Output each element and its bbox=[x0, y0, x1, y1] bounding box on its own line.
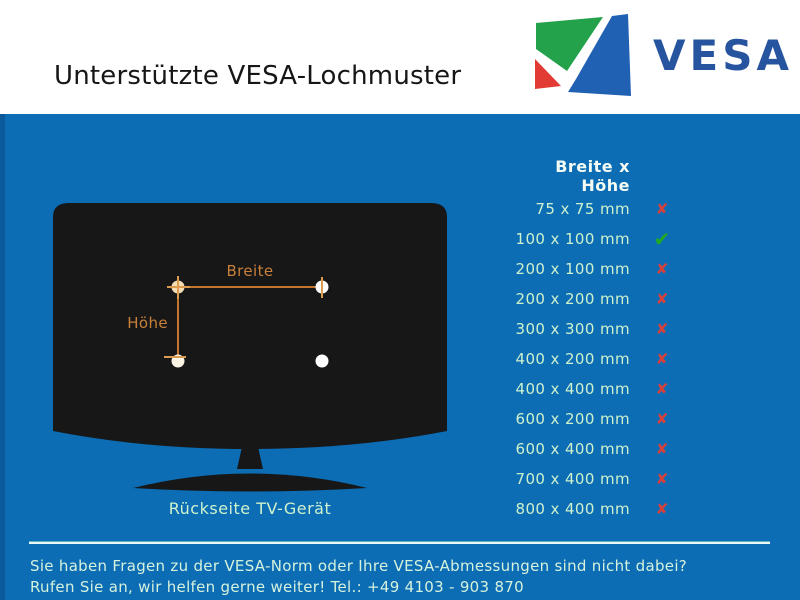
size-label: 400 x 400 mm bbox=[515, 380, 630, 398]
size-label: 700 x 400 mm bbox=[515, 470, 630, 488]
check-icon: ✔ bbox=[653, 227, 671, 251]
cross-icon: ✘ bbox=[655, 289, 669, 308]
tv-caption: Rückseite TV-Gerät bbox=[168, 499, 332, 518]
cross-icon: ✘ bbox=[655, 499, 669, 518]
list-row bbox=[505, 284, 694, 314]
list-row bbox=[505, 314, 694, 344]
list-title: Breite x Höhe bbox=[555, 157, 630, 195]
tv-diagram bbox=[30, 170, 470, 500]
footer-phone: Rufen Sie an, wir helfen gerne weiter! Tel.: +49 4103 - 903 870 bbox=[30, 578, 524, 596]
width-dimension-label: Breite bbox=[226, 262, 274, 280]
size-label: 600 x 400 mm bbox=[515, 440, 630, 458]
tv-stand-base bbox=[133, 474, 367, 492]
size-label: 100 x 100 mm bbox=[515, 230, 630, 248]
footer-question: Sie haben Fragen zu der VESA-Norm oder Ihre VESA-Abmessungen sind nicht dabei? bbox=[30, 557, 688, 575]
list-row bbox=[505, 494, 694, 524]
cross-icon: ✘ bbox=[655, 409, 669, 428]
list-row bbox=[505, 344, 694, 374]
left-edge-shade bbox=[0, 114, 5, 600]
vesa-logo-icon bbox=[533, 9, 633, 101]
list-row bbox=[505, 254, 694, 284]
header bbox=[0, 0, 800, 114]
tv-stand-neck bbox=[237, 447, 263, 469]
size-label: 400 x 200 mm bbox=[515, 350, 630, 368]
size-label: 200 x 100 mm bbox=[515, 260, 630, 278]
vesa-logo-text: VESA bbox=[653, 30, 793, 80]
size-label: 800 x 400 mm bbox=[515, 500, 630, 518]
list-row bbox=[505, 374, 694, 404]
size-label: 300 x 300 mm bbox=[515, 320, 630, 338]
list-row bbox=[505, 404, 694, 434]
list-row bbox=[505, 434, 694, 464]
cross-icon: ✘ bbox=[655, 259, 669, 278]
cross-icon: ✘ bbox=[655, 439, 669, 458]
content-area bbox=[0, 114, 800, 600]
vesa-size-list bbox=[505, 194, 694, 524]
footer-divider bbox=[29, 541, 770, 544]
list-row bbox=[505, 224, 694, 254]
cross-icon: ✘ bbox=[655, 379, 669, 398]
size-label: 600 x 200 mm bbox=[515, 410, 630, 428]
cross-icon: ✘ bbox=[655, 469, 669, 488]
cross-icon: ✘ bbox=[655, 349, 669, 368]
size-label: 200 x 200 mm bbox=[515, 290, 630, 308]
list-row bbox=[505, 464, 694, 494]
vesa-hole-bottom-right bbox=[316, 355, 329, 368]
height-dimension-label: Höhe bbox=[127, 314, 168, 332]
size-label: 75 x 75 mm bbox=[535, 200, 630, 218]
cross-icon: ✘ bbox=[655, 199, 669, 218]
page-title: Unterstützte VESA-Lochmuster bbox=[54, 61, 462, 91]
vesa-logo bbox=[533, 8, 793, 102]
cross-icon: ✘ bbox=[655, 319, 669, 338]
list-row bbox=[505, 194, 694, 224]
